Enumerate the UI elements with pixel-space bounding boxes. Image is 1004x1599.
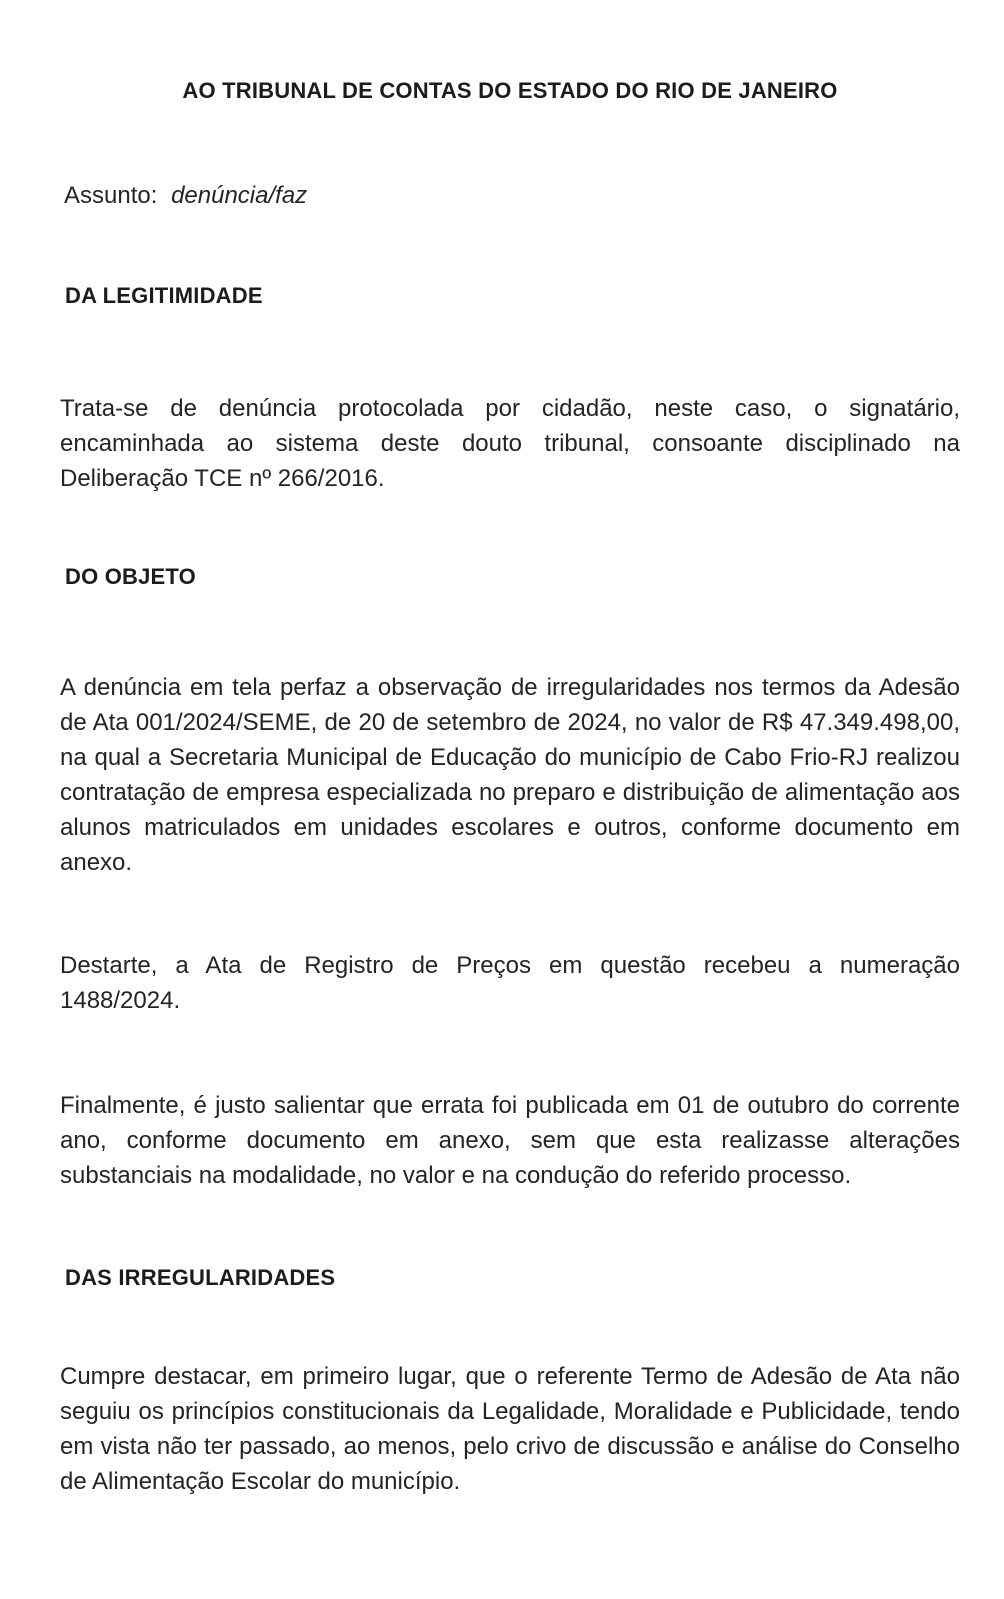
section-heading-legitimidade: DA LEGITIMIDADE (65, 283, 263, 308)
subject-value: denúncia/faz (171, 182, 308, 209)
section-heading-irregularidades: DAS IRREGULARIDADES (65, 1265, 336, 1290)
subject-line (64, 178, 960, 213)
paragraph-irregularidades: Cumpre destacar, em primeiro lugar, que o referente Termo de Adesão de Ata não seguiu os princípios constitucionais da Legalidade, Moralidade e Publicidade, tendo em vista não ter passado, ao menos, pelo crivo de discussão e análise do Conselho de Alimentação Escolar do município. (60, 1363, 960, 1495)
section-heading-objeto: DO OBJETO (65, 564, 196, 589)
document-title: AO TRIBUNAL DE CONTAS DO ESTADO DO RIO DE JANEIRO (182, 78, 838, 103)
paragraph-objeto-adesao: A denúncia em tela perfaz a observação de irregularidades nos termos da Adesão de Ata 001/2024/SEME, de 20 de setembro de 2024, no valor de R$ 47.349.498,00, na qual a Secretaria Municipal de Educação do município de Cabo Frio-RJ realizou contratação de empresa especializada no preparo e distribuição de alimentação aos alunos matriculados em unidades escolares e outros, conforme documento em anexo. (60, 674, 960, 876)
subject-label: Assunto: (64, 182, 158, 209)
paragraph-legitimidade: Trata-se de denúncia protocolada por cidadão, neste caso, o signatário, encaminhada ao sistema deste douto tribunal, consoante disciplinado na Deliberação TCE nº 266/2016. (60, 395, 960, 492)
paragraph-objeto-errata: Finalmente, é justo salientar que errata foi publicada em 01 de outubro do corrente ano, conforme documento em anexo, sem que esta realizasse alterações substanciais na modalidade, no valor e na condução do referido processo. (60, 1092, 960, 1189)
paragraph-objeto-numeracao: Destarte, a Ata de Registro de Preços em questão recebeu a numeração 1488/2024. (60, 952, 960, 1014)
